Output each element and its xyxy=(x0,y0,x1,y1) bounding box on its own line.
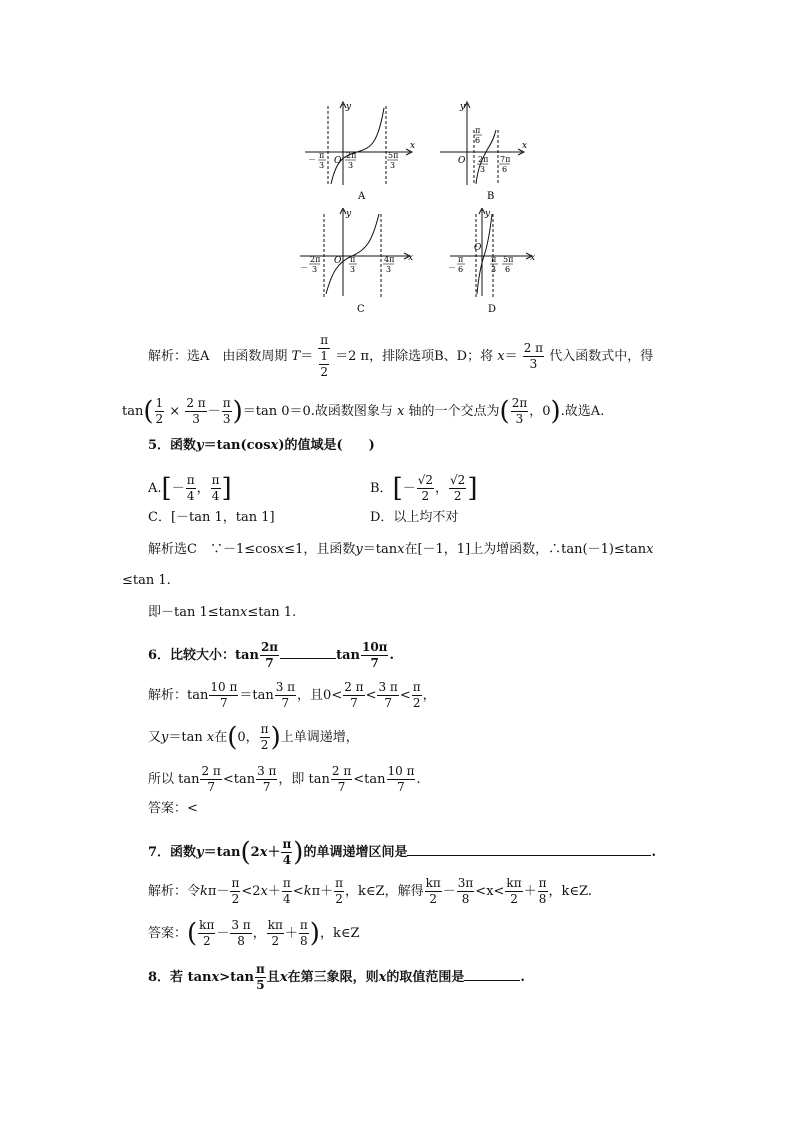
svg-text:3: 3 xyxy=(312,265,318,274)
q5-solution-1: 解析选C ∵－1≤cosx≤1，且函数y＝tanx在[－1，1]上为增函数，∴tan(－1)≤tanx xyxy=(148,542,654,557)
q6-answer: 答案：< xyxy=(148,801,198,816)
q5-option-a: A.[－ $\frac{\pi}{4}$ ， $\frac{\pi}{4}$ ] xyxy=(148,473,232,504)
svg-text:D: D xyxy=(488,304,497,314)
svg-text:y: y xyxy=(485,209,491,219)
svg-text:7π: 7π xyxy=(500,155,511,164)
svg-text:3: 3 xyxy=(319,161,325,170)
svg-text:5π: 5π xyxy=(388,151,399,160)
graph-a xyxy=(300,100,420,202)
svg-text:C: C xyxy=(357,304,365,314)
svg-text:－: － xyxy=(300,263,308,272)
svg-text:O: O xyxy=(334,256,342,266)
svg-text:B: B xyxy=(487,191,495,202)
svg-text:π: π xyxy=(475,126,481,135)
q7-answer: 答案：( $\frac{k\pi}{2}$ － $\frac{3 \pi}{8}$ ， $\frac{k\pi}{2}$ ＋ $\frac{\pi}{8}$ )，k∈Z xyxy=(148,918,360,949)
svg-text:π: π xyxy=(458,255,464,264)
q7-question: 7．函数y＝tan(2x＋ $\frac{\pi}{4}$ )的单调递增区间是 . xyxy=(148,837,656,868)
svg-text:y: y xyxy=(460,102,466,112)
q8-question: 8．若 tanx>tan $\frac{\pi}{5}$ 且x在第三象限，则x的取值范围是 . xyxy=(148,962,525,992)
graph-b xyxy=(438,100,538,202)
svg-text:x: x xyxy=(530,253,536,263)
svg-text:x: x xyxy=(408,253,414,263)
svg-text:3: 3 xyxy=(390,161,396,170)
svg-text:5π: 5π xyxy=(503,255,514,264)
axis-label-y: y xyxy=(346,102,352,112)
svg-text:4π: 4π xyxy=(384,255,395,264)
answer-blank xyxy=(407,855,651,856)
q5-option-b: B．[－ $\frac{√2}{2}$ ， $\frac{√2}{2}$ ] xyxy=(370,473,478,504)
svg-text:x: x xyxy=(522,141,528,151)
svg-text:2π: 2π xyxy=(310,255,321,264)
svg-text:6: 6 xyxy=(502,165,508,174)
svg-text:3: 3 xyxy=(491,265,497,274)
svg-text:2π: 2π xyxy=(346,151,357,160)
origin-label: O xyxy=(334,156,342,166)
svg-text:y: y xyxy=(346,209,352,219)
svg-text:3: 3 xyxy=(386,265,392,274)
graph-c xyxy=(296,208,426,314)
q6-question: 6．比较大小：tan $\frac{2\pi}{7}$ tan $\frac{10\pi}{7}$ . xyxy=(148,640,394,670)
q6-solution-2: 又y＝tan x在(0， $\frac{\pi}{2}$ )上单调递增， xyxy=(148,722,359,753)
sol4-line2: tan( $\frac{1}{2}$ × $\frac{2 \pi}{3}$ － $\frac{\pi}{3}$ )＝tan 0＝0.故函数图象与 x 轴的一个交点为( $\frac{2\pi}{3}$ ，0).故选A. xyxy=(122,396,605,427)
q7-solution: 解析：令kπ－ $\frac{\pi}{2}$ <2x＋ $\frac{\pi}{4}$ <kπ＋ $\frac{\pi}{2}$ ，k∈Z，解得 $\frac{k\pi}{2}$ － $\frac{3\pi}{8}$ <x< $\frac{k\pi}{2}$ ＋ $\frac{\pi}{8}$ ，k∈Z. xyxy=(148,876,592,906)
svg-text:6: 6 xyxy=(505,265,511,274)
svg-text:6: 6 xyxy=(475,136,481,145)
period-fraction: $\frac{\pi}{\frac{1}{2}}$ xyxy=(320,333,329,379)
graph-d xyxy=(448,208,548,314)
svg-text:π: π xyxy=(350,255,356,264)
q6-solution-1: 解析：tan $\frac{10 \pi}{7}$ ＝tan $\frac{3 \pi}{7}$ ，且0< $\frac{2 \pi}{7}$ < $\frac{3 \pi}{7}$ < $\frac{\pi}{2}$ ， xyxy=(148,680,436,710)
q5-solution-2: ≤tan 1. xyxy=(122,573,171,588)
graph-label: A xyxy=(358,191,366,202)
q5-solution-3: 即－tan 1≤tanx≤tan 1. xyxy=(148,605,297,620)
svg-text:π: π xyxy=(491,255,497,264)
svg-text:6: 6 xyxy=(458,265,464,274)
answer-blank xyxy=(280,658,336,659)
svg-text:2π: 2π xyxy=(478,155,489,164)
svg-text:3: 3 xyxy=(350,265,356,274)
q5-question: 5．函数y＝tan(cosx)的值域是( ) xyxy=(148,438,375,453)
q5-option-c: C．[－tan 1，tan 1] xyxy=(148,510,275,525)
svg-text:O: O xyxy=(474,243,482,253)
axis-label-x: x xyxy=(410,141,416,151)
svg-text:O: O xyxy=(458,156,466,166)
svg-text:3: 3 xyxy=(348,161,354,170)
svg-text:3: 3 xyxy=(480,165,486,174)
q5-option-d: D．以上均不对 xyxy=(370,510,459,525)
svg-text:－: － xyxy=(448,263,456,272)
svg-text:π: π xyxy=(319,151,325,160)
q6-solution-3: 所以 tan $\frac{2 \pi}{7}$ <tan $\frac{3 \pi}{7}$ ，即 tan $\frac{2 \pi}{7}$ <tan $\frac{10 \pi}{7}$ . xyxy=(148,764,421,794)
answer-blank xyxy=(464,980,520,981)
tick-neg: － xyxy=(308,155,316,164)
sol4-line1: 解析：选A 由函数周期 T＝ $\frac{\pi}{\frac{1}{2}}$ ＝2 π，排除选项B、D；将 x＝ $\frac{2 \pi}{3}$ 代入函数式中，得 xyxy=(148,333,654,379)
